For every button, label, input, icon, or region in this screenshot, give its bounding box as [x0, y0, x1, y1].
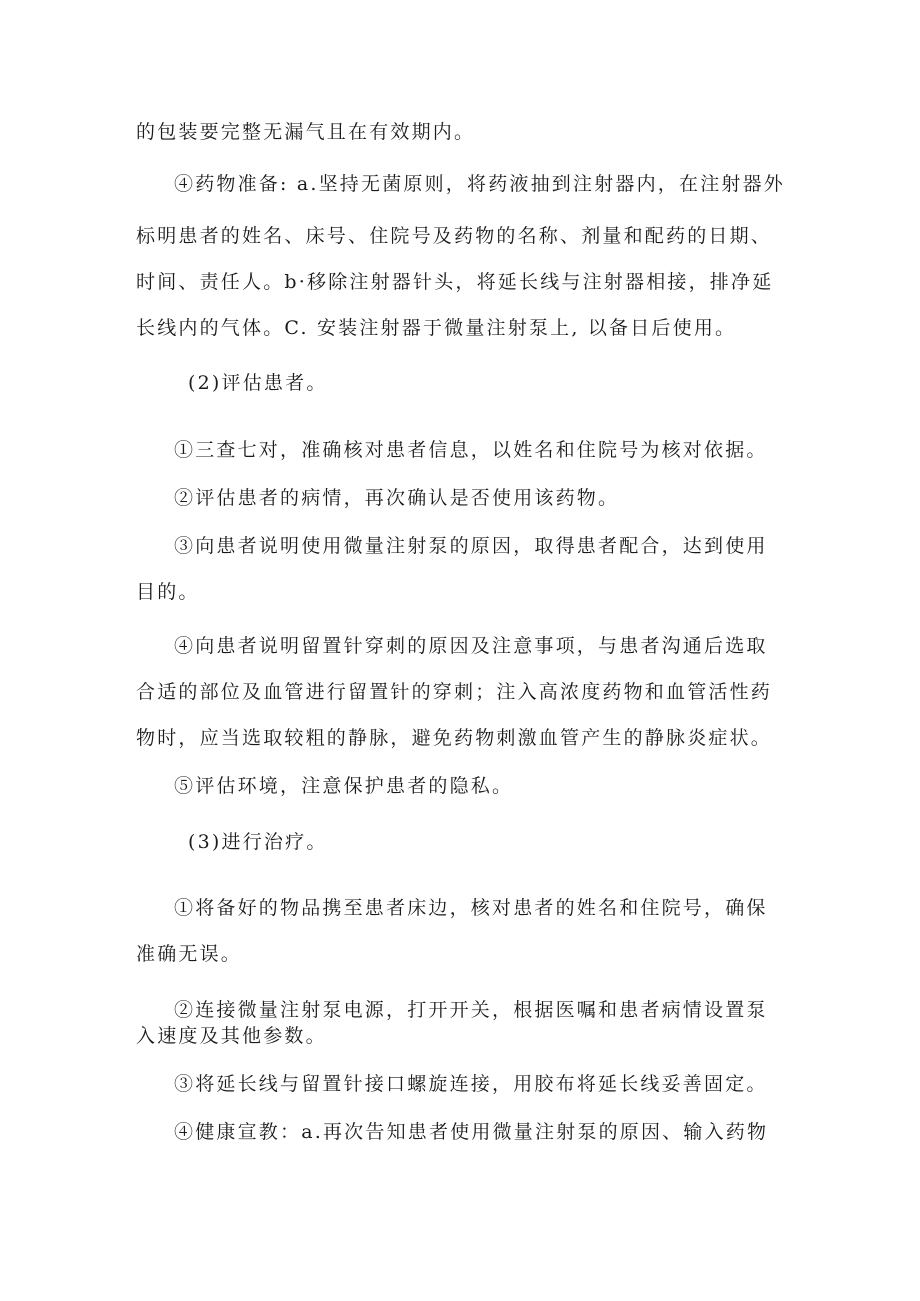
text-line-7: ①三查七对，准确核对患者信息，以姓名和住院号为核对依据。 — [174, 439, 768, 461]
text-line-13: 物时，应当选取较粗的静脉，避免药物刺激血管产生的静脉炎症状。 — [136, 727, 773, 749]
text-line-18: ②连接微量注射泵电源，打开开关，根据医嘱和患者病情设置泵 — [174, 999, 768, 1021]
text-line-20: ③将延长线与留置针接口螺旋连接，用胶布将延长线妥善固定。 — [174, 1073, 768, 1095]
section-heading-3: (3)进行治疗。 — [188, 831, 328, 853]
text-line-17: 准确无误。 — [136, 943, 243, 965]
text-line-21: ④健康宣教：a.再次告知患者使用微量注射泵的原因、输入药物 — [174, 1121, 769, 1143]
text-line-19: 入速度及其他参数。 — [136, 1025, 327, 1047]
text-line-14: ⑤评估环境，注意保护患者的隐私。 — [174, 775, 514, 797]
text-line-10: 目的。 — [136, 581, 200, 603]
text-line-8: ②评估患者的病情，再次确认是否使用该药物。 — [174, 487, 620, 509]
text-line-3: 标明患者的姓名、床号、住院号及药物的名称、剂量和配药的日期、 — [136, 225, 773, 247]
text-line-12: 合适的部位及血管进行留置针的穿刺；注入高浓度药物和血管活性药 — [136, 681, 773, 703]
text-line-1: 的包装要完整无漏气且在有效期内。 — [136, 121, 476, 143]
text-line-2: ④药物准备: a.坚持无菌原则，将药液抽到注射器内，在注射器外 — [174, 173, 786, 195]
text-line-4: 时间、责任人。b·移除注射器针头，将延长线与注射器相接，排净延 — [136, 271, 774, 293]
text-line-11: ④向患者说明留置针穿刺的原因及注意事项，与患者沟通后选取 — [174, 635, 768, 657]
text-line-16: ①将备好的物品携至患者床边，核对患者的姓名和住院号，确保 — [174, 897, 768, 919]
section-heading-2: (2)评估患者。 — [188, 372, 328, 394]
text-line-5: 长线内的气体。C. 安装注射器于微量注射泵上, 以备日后使用。 — [136, 317, 737, 339]
text-line-9: ③向患者说明使用微量注射泵的原因，取得患者配合，达到使用 — [174, 535, 768, 557]
